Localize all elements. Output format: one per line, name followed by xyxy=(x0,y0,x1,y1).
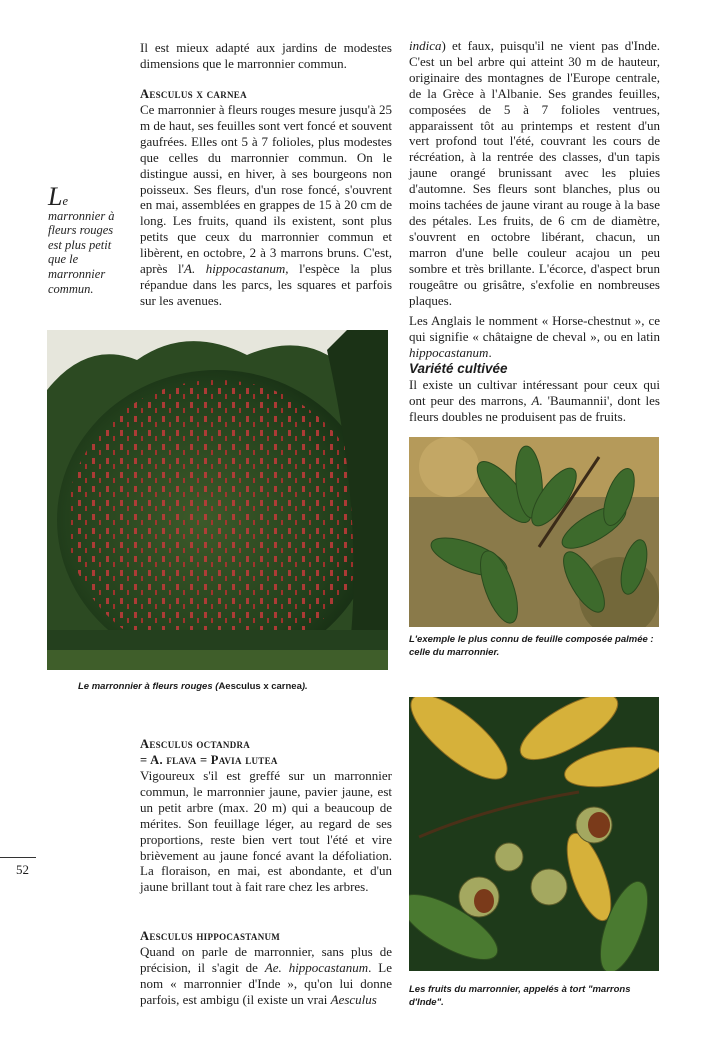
variety-paragraph: Il existe un cultivar intéressant pour ceux qui ont peur des marrons, A. 'Baumannii', dont les fleurs doubles ne produisent pas de fruits. xyxy=(409,377,660,424)
octandra-synonyms: = A. flava = Pavia lutea xyxy=(140,753,278,767)
intro-paragraph: Il est mieux adapté aux jardins de modestes dimensions que le marronnier commun. xyxy=(140,40,392,71)
octandra-heading: Aesculus octandra xyxy=(140,737,251,751)
octandra-paragraph: Vigoureux s'il est greffé sur un marronnier commun, le marronnier jaune, pavier jaune, est un petit arbre (max. 20 m) qui a beaucoup de mérites. Son feuillage léger, au regard de ses proportions, reste bien vert tout l'été et vire brièvement au jaune foncé avant la défoliation. La floraison, en mai, est abondante, et d'un jaune brillant tout à fait rare chez les arbres. xyxy=(140,768,392,895)
leaf-photo-caption: L'exemple le plus connu de feuille composée palmée : celle du marronnier. xyxy=(409,634,654,658)
carnea-heading: Aesculus x carnea xyxy=(140,87,247,101)
hippocastanum-heading: Aesculus hippocastanum xyxy=(140,929,281,943)
tree-photo-caption: Le marronnier à fleurs rouges (Aesculus x carnea). xyxy=(78,681,308,692)
hippocastanum-continuation: indica) et faux, puisqu'il ne vient pas d'Inde. C'est un bel arbre qui atteint 30 m de hauteur, originaire des montagnes de l'Europe centrale, de la Grèce à l'Albanie. Ses grandes feuilles, composées de 5 à 7 folioles ventrues, apparaissent tôt au printemps et restent d'un vert profond tout l'été, couvrant les cours de récréation, à la rentrée des classes, d'un tapis jaune orangé brunissant avec les pluies d'automne. Ses fleurs sont blanches, plus ou moins tachées de jaune virant au rouge à la base des pétales. Les fruits, de 6 cm de diamètre, s'ouvrent en octobre libérant, chacun, un marron d'une belle couleur acajou un peu sombre et très brillante. L'écorce, d'aspect brun rougeâtre ou grisâtre, s'exfolie en nombreuses plaques. xyxy=(409,38,660,308)
sidebar-note: Le marronnier à fleurs rouges est plus petit que le marronnier commun. xyxy=(48,182,115,296)
fruits-photo-caption: Les fruits du marronnier, appelés à tort "marrons d'Inde". xyxy=(409,984,631,1008)
red-chestnut-tree-photo xyxy=(47,330,388,670)
page-number-rule xyxy=(0,857,36,858)
chestnut-leaf-photo xyxy=(409,437,659,627)
hippocastanum-paragraph: Quand on parle de marronnier, sans plus de précision, il s'agit de Ae. hippocastanum. Le nom « marronnier d'Inde », qu'on lui donne parfois, est ambigu (il existe un vrai Aesculus xyxy=(140,944,392,1007)
carnea-paragraph: Ce marronnier à fleurs rouges mesure jusqu'à 25 m de haut, ses feuilles sont vert foncé et souvent gaufrées. Elles ont 5 à 7 folioles, plus modestes que celles du marronnier commun. On le distingue aussi, en hiver, à ses bourgeons non poisseux. Ses fleurs, d'un rose foncé, s'ouvrent en mai, assemblées en grappes de 15 à 20 cm de long. Les fruits, quand ils existent, sont plus petits que ceux du marronnier commun et libèrent, en octobre, 2 à 3 marrons bruns. C'est, après l'A. hippocastanum, l'espèce la plus répandue dans les parcs, les squares et parfois sur les avenues. xyxy=(140,102,392,308)
variety-heading: Variété cultivée xyxy=(409,361,508,376)
common-names-paragraph: Les Anglais le nomment « Horse-chestnut », ce qui signifie « châtaigne de cheval », ou en latin hippocastanum. xyxy=(409,313,660,360)
chestnut-fruits-photo xyxy=(409,697,659,971)
page-number: 52 xyxy=(16,862,29,877)
